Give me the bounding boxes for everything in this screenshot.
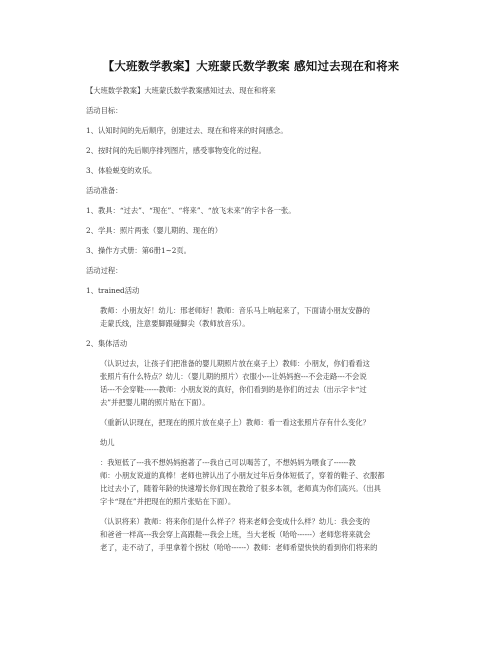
text-line: ：我短低了---我不想妈妈抱著了---我自己可以喝苦了，不想妈妈为喂食了------教 [100,458,356,467]
paragraph-preparation-heading: 活动准备： [86,186,123,195]
paragraph-future [86,515,418,554]
paragraph-preparation-1: 1、教具：“过去”、“现在”、“将来”、“放飞未来”的字卡各一张。 [86,206,296,215]
text-line: 去”并把婴儿期的照片贴在下面）。 [100,398,210,407]
paragraph-preparation-3: 3、操作方式册：第6册1~2页。 [86,246,191,255]
paragraph-child-label: 幼儿 [100,438,115,447]
paragraph-objectives-heading: 活动目标： [86,106,123,115]
text-line: 张照片有什么特点？幼儿：（婴儿期的照片）衣服小---让妈妈抱---不会走路---不会说 [100,372,367,381]
paragraph-present-intro: （重新认识现在，把现在的照片放在桌子上）教师：看一看这张照片存有什么变化？ [100,418,370,427]
paragraph-objective-3: 3、体验蜕变的欢乐。 [86,166,157,175]
paragraph-present [86,456,418,508]
document-body [86,84,418,561]
text-line: 话---不会穿鞋------教师：小朋友说的真好，你们看到的是你们的过去（出示字卡“过 [100,385,367,394]
text-line: 老了，走不动了，手里拿着个拐杖（哈哈------）教师：老师希望快快的看到你们将来的 [100,543,378,552]
paragraph-process-1: 1、trained活动 [86,286,140,295]
text-line: 教师：小朋友好！幼儿：邢老师好！教师：音乐马上响起来了，下面请小朋友安静的 [100,306,370,315]
text-line: 字卡“现在”并把现在的照片张贴在下面）。 [100,497,236,506]
document-title: 【大班数学教案】大班蒙氏数学教案 感知过去现在和将来 [102,59,400,73]
paragraph-subtitle: 【大班数学教案】大班蒙氏数学教案感知过去、现在和将来 [86,86,276,95]
text-line: （认识过去，让孩子们把准备的婴儿期照片放在桌子上）教师：小朋友，你们看看这 [100,359,370,368]
paragraph-preparation-2: 2、学具：照片两张（婴儿期的、现在的） [86,226,222,235]
paragraph-process-2: 2、集体活动 [86,339,128,348]
paragraph-past [86,357,418,409]
paragraph-objective-1: 1、认知时间的先后顺序，创建过去、现在和将来的时间感念。 [86,126,288,135]
text-line: （认识将来）教师：将来你们是什么样子？将来老师会变成什么样？幼儿：我会变的 [100,517,370,526]
text-line: 走蒙氏线，注意要脚跟碰脚尖（教师放音乐）。 [100,319,250,328]
paragraph-process-heading: 活动过程： [86,266,123,275]
paragraph-objective-2: 2、按时间的先后顺序排列图片，感受事物变化的过程。 [86,146,266,155]
text-line: 和爸爸一样高---我会穿上高跟鞋---我会上班，当大老板（哈哈------）老师您将来就会 [100,530,371,539]
paragraph-dialogue-1 [86,304,418,330]
text-line: 师：小朋友说道的真棒！老师也辨认出了小朋友过年后身体短低了，穿着的鞋子、衣服都 [100,471,385,480]
text-line: 比过去小了，随着年龄的快速增长你们现在教给了很多本领，老师真为你们高兴。（出具 [100,484,381,493]
